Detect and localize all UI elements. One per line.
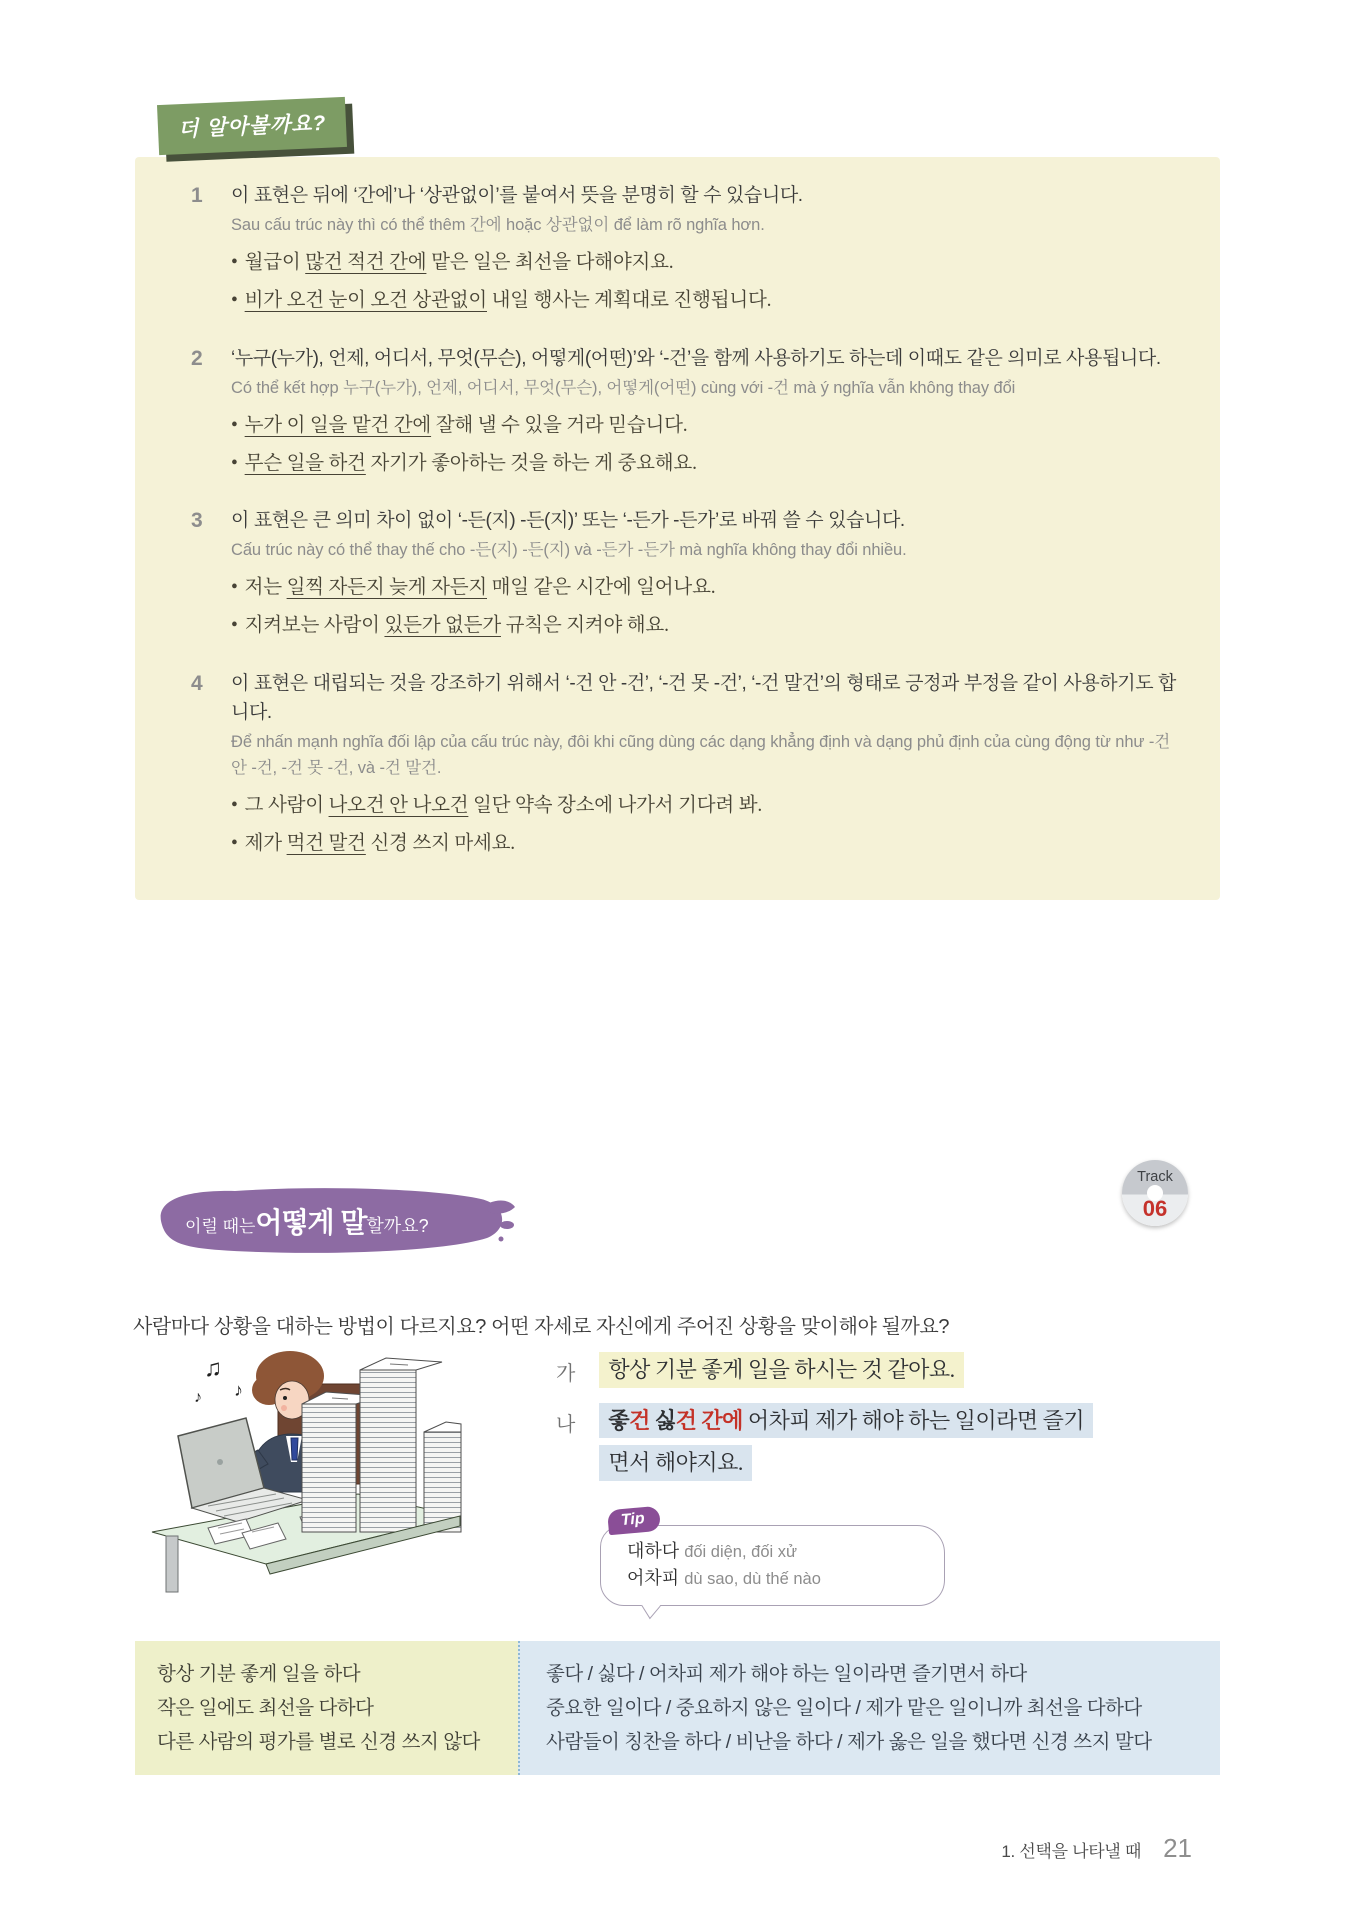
dialogue [556, 1352, 1093, 1481]
bullet-icon: • [231, 577, 238, 598]
example-post: 내일 행사는 계획대로 진행됩니다. [487, 290, 772, 312]
example-post: 매일 같은 시간에 일어나요. [487, 577, 716, 598]
svg-text:♫: ♫ [204, 1355, 222, 1382]
page-number: 21 [1163, 1833, 1192, 1863]
note-examples [231, 248, 1180, 316]
example-sentence [231, 573, 1180, 602]
learn-more-tag: 더 알아볼까요? [157, 97, 347, 155]
banner-emphasis: 어떻게 말 [255, 1207, 367, 1238]
svg-text:♪: ♪ [234, 1380, 243, 1400]
page-footer [1001, 1833, 1192, 1864]
tip-meaning: dù sao, dù thế nào [684, 1570, 821, 1588]
bullet-icon: • [231, 794, 238, 816]
practice-phrase: 좋다 / 싫다 / 어차피 제가 해야 하는 일이라면 즐기면서 하다 [546, 1663, 1027, 1685]
example-sentence [231, 248, 1180, 277]
example-post: 신경 쓰지 마세요. [365, 832, 515, 854]
practice-boxes [135, 1641, 1220, 1775]
example-post: 맡은 일은 최선을 다해야지요. [426, 252, 674, 273]
example-underlined: 있든가 없든가 [384, 615, 501, 637]
tip-term: 대하다 [627, 1541, 680, 1561]
example-underlined: 먹건 말건 [286, 832, 366, 854]
grammar-highlight: 건 간에 [675, 1407, 743, 1433]
dialogue-line-a [556, 1352, 1093, 1388]
tip-entry [627, 1538, 924, 1565]
note-heading: 이 표현은 대립되는 것을 강조하기 위해서 ‘-건 안 -건’, ‘-건 못 -건’, ‘-건 말건’의 형태로 긍정과 부정을 같이 사용하기도 합니다. [231, 672, 1176, 723]
banner-tail: 할까요? [366, 1216, 429, 1236]
audio-track-disc-icon [1122, 1160, 1188, 1226]
example-post: 잘해 낼 수 있을 거라 믿습니다. [431, 414, 688, 436]
example-underlined: 비가 오건 눈이 오건 상관없이 [244, 290, 487, 312]
example-sentence [231, 611, 1180, 640]
grammar-note-1 [191, 181, 1180, 325]
practice-phrase: 중요한 일이다 / 중요하지 않은 일이다 / 제가 맡은 일이니까 최선을 다하다 [546, 1697, 1142, 1720]
tip-entry [627, 1565, 924, 1592]
practice-phrase: 작은 일에도 최선을 다하다 [157, 1697, 374, 1720]
bullet-icon: • [231, 414, 238, 436]
tip-badge: Tip [607, 1506, 661, 1535]
footer-section-title: 1. 선택을 나타낼 때 [1001, 1842, 1142, 1861]
office-illustration [150, 1340, 462, 1594]
example-post: 규칙은 지켜야 해요. [500, 615, 669, 637]
note-heading: 이 표현은 큰 의미 차이 없이 ‘-든(지) -든(지)’ 또는 ‘-든가 -든가’로 바꿔 쓸 수 있습니다. [231, 510, 905, 531]
note-translation: Sau cấu trúc này thì có thể thêm 간에 hoặc 상관없이 để làm rõ nghĩa hơn. [231, 216, 765, 235]
practice-phrase: 항상 기분 좋게 일을 하다 [157, 1663, 361, 1685]
note-number: 3 [191, 509, 203, 532]
dialogue-text-b-line1 [599, 1403, 1093, 1439]
note-heading: ‘누구(누가), 언제, 어디서, 무엇(무슨), 어떻게(어떤)’와 ‘-건’을 함께 사용하기도 하는데 이때도 같은 의미로 사용됩니다. [231, 347, 1161, 369]
example-pre: 저는 [244, 577, 287, 598]
svg-text:♪: ♪ [194, 1389, 202, 1406]
example-post: 자기가 좋아하는 것을 하는 게 중요해요. [365, 452, 697, 474]
grammar-dark: 싫 [649, 1407, 676, 1433]
example-sentence [231, 411, 1180, 440]
example-sentence [231, 286, 1180, 315]
practice-phrase: 사람들이 칭찬을 하다 / 비난을 하다 / 제가 옳은 일을 했다면 신경 쓰지 말다 [546, 1731, 1152, 1754]
grammar-note-2 [191, 344, 1180, 488]
grammar-dark: 좋 [608, 1407, 630, 1433]
example-underlined: 많건 적건 간에 [305, 252, 427, 273]
tip-meaning: đối diện, đối xử [684, 1543, 798, 1561]
grammar-highlight: 건 [629, 1407, 650, 1433]
example-sentence [231, 449, 1180, 478]
example-underlined: 나오건 안 나오건 [328, 794, 469, 816]
note-examples [231, 791, 1180, 859]
bullet-icon: • [231, 290, 238, 312]
example-pre: 그 사람이 [244, 794, 329, 816]
bullet-icon: • [231, 452, 238, 474]
music-notes-icon [194, 1355, 243, 1406]
note-examples [231, 573, 1180, 641]
bubble-tail [641, 1593, 660, 1619]
note-number: 2 [191, 346, 203, 370]
section-intro: 사람마다 상황을 대하는 방법이 다르지요? 어떤 자세로 자신에게 주어진 상황을 맞이해야 될까요? [133, 1316, 950, 1338]
speaker-label: 나 [556, 1413, 576, 1436]
tip-term: 어차피 [627, 1568, 680, 1588]
grammar-note-3 [191, 506, 1180, 650]
dialogue-rest: 어차피 제가 해야 하는 일이라면 즐기 [742, 1407, 1085, 1433]
grammar-note-box [135, 157, 1220, 900]
speaker-label: 가 [556, 1363, 576, 1385]
banner-lead: 이럴 때는 [185, 1217, 256, 1236]
example-sentence [231, 791, 1180, 820]
note-translation: Có thể kết hợp 누구(누가), 언제, 어디서, 무엇(무슨), 어떻게(어떤) cùng với -건 mà ý nghĩa vẫn không thay đổi [231, 378, 1016, 397]
desk-leg [166, 1536, 178, 1592]
banner-title [145, 1201, 525, 1259]
tip-content [600, 1525, 945, 1606]
track-label: Track [1137, 1169, 1173, 1185]
example-pre: 지켜보는 사람이 [244, 615, 385, 637]
dialogue-text-a: 항상 기분 좋게 일을 하시는 것 같아요. [599, 1352, 963, 1388]
bullet-icon: • [231, 252, 238, 273]
practice-left-box [135, 1641, 518, 1775]
example-sentence [231, 829, 1180, 858]
practice-right-box [518, 1641, 1220, 1775]
note-translation: Để nhấn mạnh nghĩa đối lập của cấu trúc này, đôi khi cũng dùng các dạng khẳng định và dạng phủ định của cùng động từ như -건 안 -건, -건 못 -건, và -건 말건. [231, 733, 1171, 777]
bullet-icon: • [231, 615, 238, 637]
example-underlined: 누가 이 일을 맡건 간에 [244, 414, 432, 436]
note-number: 4 [191, 671, 203, 695]
dialogue-line-b [556, 1403, 1093, 1481]
practice-phrase: 다른 사람의 평가를 별로 신경 쓰지 않다 [157, 1731, 480, 1754]
example-pre: 제가 [244, 832, 287, 854]
note-number: 1 [191, 184, 203, 207]
example-underlined: 무슨 일을 하건 [244, 452, 366, 474]
grammar-note-4 [191, 669, 1180, 868]
section-banner [145, 1183, 525, 1259]
note-translation: Cấu trúc này có thể thay thế cho -든(지) -든(지) và -든가 -든가 mà nghĩa không thay đổi nhiều. [231, 541, 907, 560]
note-heading: 이 표현은 뒤에 ‘간에’나 ‘상관없이’를 붙여서 뜻을 분명히 할 수 있습니다. [231, 185, 803, 206]
track-number: 06 [1142, 1196, 1168, 1221]
tip-bubble [600, 1510, 945, 1606]
example-post: 일단 약속 장소에 나가서 기다려 봐. [468, 794, 763, 816]
example-pre: 월급이 [244, 252, 306, 273]
dialogue-text-b-line2: 면서 해야지요. [599, 1445, 752, 1481]
bullet-icon: • [231, 832, 238, 854]
example-underlined: 일찍 자든지 늦게 자든지 [286, 577, 487, 598]
note-examples [231, 411, 1180, 479]
